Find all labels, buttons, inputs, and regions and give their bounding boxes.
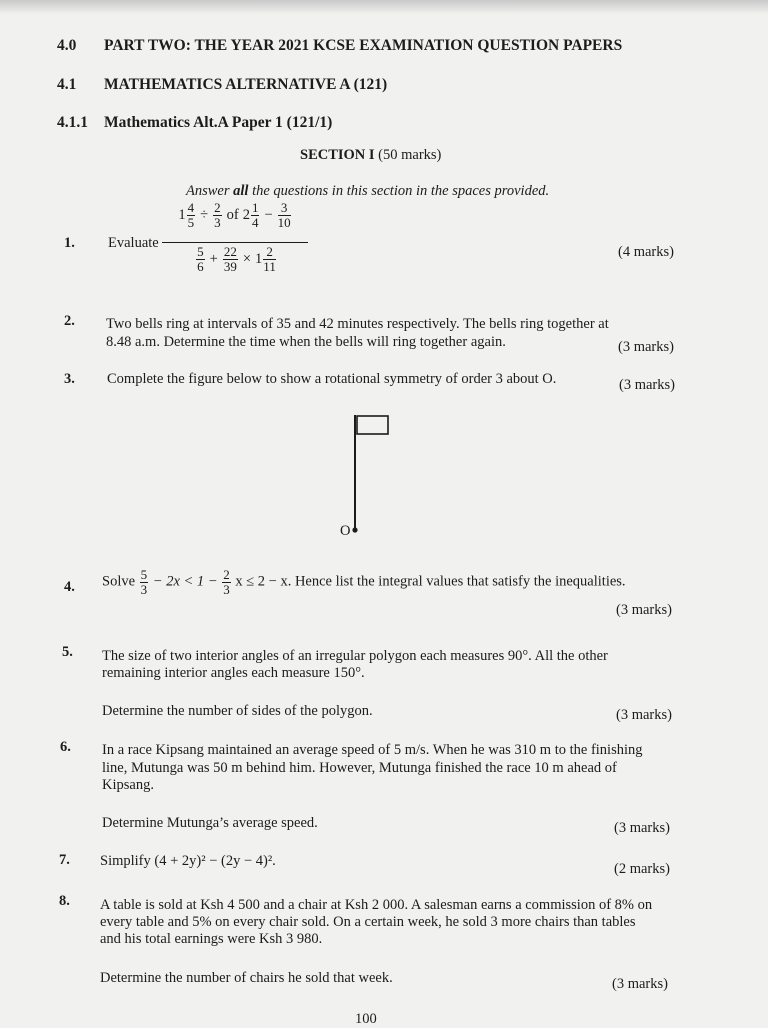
heading-4-1-title: MATHEMATICS ALTERNATIVE A (121): [104, 76, 388, 93]
q1-marks: (4 marks): [618, 244, 674, 260]
q5-marks: (3 marks): [616, 707, 672, 723]
point-o-dot: [352, 527, 357, 532]
q3-marks: (3 marks): [619, 377, 675, 393]
q6-line3: Kipsang.: [102, 777, 154, 793]
q2-line2: 8.48 a.m. Determine the time when the bells will ring together again.: [106, 334, 506, 350]
heading-4-1-1-number: 4.1.1: [57, 114, 88, 131]
q3-number: 3.: [64, 371, 75, 387]
q8-line1: A table is sold at Ksh 4 500 and a chair at Ksh 2 000. A salesman earns a commission of 8% on: [100, 897, 653, 913]
scan-top-shadow: [0, 0, 768, 14]
heading-4-0-number: 4.0: [57, 37, 77, 54]
q7-number: 7.: [59, 852, 70, 868]
q1-label: Evaluate: [108, 235, 159, 251]
q2-marks: (3 marks): [618, 339, 674, 355]
heading-4-0-title: PART TWO: THE YEAR 2021 KCSE EXAMINATION QUESTION PAPERS: [104, 37, 623, 54]
q3-point-label: O: [340, 523, 351, 539]
page-number: 100: [355, 1011, 377, 1027]
flag-rectangle: [357, 416, 388, 434]
q5-line1: The size of two interior angles of an irregular polygon each measures 90°. All the other: [102, 648, 608, 664]
q4-number: 4.: [64, 579, 75, 595]
q6-line1: In a race Kipsang maintained an average speed of 5 m/s. When he was 310 m to the finishing: [102, 742, 643, 758]
section-title: SECTION I (50 marks): [300, 147, 442, 163]
q5-number: 5.: [62, 644, 73, 660]
q1-number: 1.: [64, 235, 75, 251]
q1-denominator: $\frac{5}{6}$ + $\frac{22}{39}$ × 1 $\frac{2}{11}$: [197, 244, 276, 274]
q8-marks: (3 marks): [612, 976, 668, 992]
q8-line4: Determine the number of chairs he sold that week.: [100, 970, 393, 986]
q8-number: 8.: [59, 893, 70, 909]
heading-4-1-1-title: Mathematics Alt.A Paper 1 (121/1): [104, 114, 333, 131]
q1-numerator: 1 $\frac{4}{5}$ ÷ $\frac{2}{3}$ of 2 $\frac{1}{4}$ − $\frac{3}{10}$: [178, 200, 291, 230]
q8-line3: and his total earnings were Ksh 3 980.: [100, 931, 323, 947]
q7-marks: (2 marks): [614, 861, 670, 877]
heading-4-1-number: 4.1: [57, 76, 77, 93]
q6-marks: (3 marks): [614, 820, 670, 836]
q6-line2: line, Mutunga was 50 m behind him. However, Mutunga finished the race 10 m ahead of: [102, 760, 617, 776]
section-instruction: Answer all the questions in this section in the spaces provided.: [186, 183, 550, 199]
q2-number: 2.: [64, 313, 75, 329]
q5-line3: Determine the number of sides of the polygon.: [102, 703, 373, 719]
q4-marks: (3 marks): [616, 602, 672, 618]
q8-line2: every table and 5% on every chair sold. On a certain week, he sold 3 more chairs than tables: [100, 914, 636, 930]
q3-text: Complete the figure below to show a rotational symmetry of order 3 about O.: [107, 371, 557, 387]
q1-main-fraction-bar: [162, 242, 308, 243]
q7-text: Simplify (4 + 2y)² − (2y − 4)².: [100, 853, 276, 869]
q4-text: Solve $\frac{5}{3}$ − 2x < 1 − $\frac{2}{3}$ x ≤ 2 − x. Hence list the integral values that satisfy the inequalities.: [102, 567, 626, 597]
q6-number: 6.: [60, 739, 71, 755]
q5-line2: remaining interior angles each measure 150°.: [102, 665, 365, 681]
q2-line1: Two bells ring at intervals of 35 and 42 minutes respectively. The bells ring together at: [106, 316, 609, 332]
q6-line4: Determine Mutunga’s average speed.: [102, 815, 318, 831]
